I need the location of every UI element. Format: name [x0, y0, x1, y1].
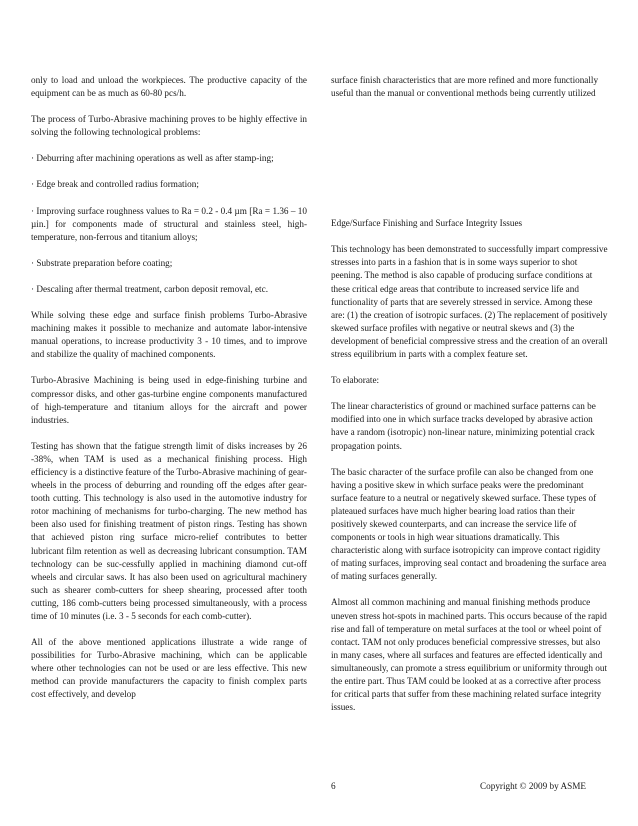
bullet-item: · Improving surface roughness values to Ra = 0.2 - 0.4 µm [Ra = 1.36 – 10 µin.] for components made of structural and stainless steel, high-temperature, non-ferrous and titanium alloys;: [31, 205, 307, 242]
paragraph: All of the above mentioned applications illustrate a wide range of possibilities for Turbo-Abrasive machining, which can be applicable where other technologies can not be used or are less effective. This new method can provide manufacturers the capacity to finish complex parts cost effectively, and develop: [31, 637, 307, 700]
section-heading: Edge/Surface Finishing and Surface Integrity Issues: [331, 218, 523, 229]
bullet-item: · Descaling after thermal treatment, carbon deposit removal, etc.: [31, 283, 268, 294]
left-column: [31, 74, 307, 715]
copyright-notice: Copyright © 2009 by ASME: [480, 781, 587, 791]
paragraph: To elaborate:: [331, 375, 380, 386]
paragraph: Testing has shown that the fatigue strength limit of disks increases by 26 -38%, when TAM is used as a mechanical finishing process. High efficiency is a distinctive feature of the Turbo-Abrasive machining of gear-wheels in the process of deburring and rounding off the edges after gear-tooth cutting. This technology is also used in the automotive industry for rotor machining of mechanisms for turbo-charging. The new method has been also used for finishing treatment of piston rings. Testing has shown that achieved piston ring surface micro-relief contributes to better lubricant film retention as well as decreasing lubricant consumption. TAM technology can be suc-cessfully applied in machining diamond cut-off wheels and circular saws. It has also been used on agricultural machinery such as shearer comb-cutters for sheep shearing, processed after tooth cutting, 186 comb-cutters being processed simultaneously, with a process time of 10 minutes (i.e. 3 - 5 seconds for each comb-cutter).: [31, 440, 307, 621]
paragraph: Almost all common machining and manual finishing methods produce uneven stress hot-spots in machined parts. This occurs because of the rapid rise and fall of temperature on metal surfaces at the tool or wheel point of contact. TAM not only produces beneficial compressive stresses, but also in many cases, where all surfaces and features are effected identically and simultaneously, can promote a stress equilibrium or uniformity through out the entire part. Thus TAM could be looked at as a corrective after process for critical parts that suffer from these machining related surface integrity issues.: [331, 597, 608, 713]
paragraph: The basic character of the surface profile can also be changed from one having a positive skew in which surface peaks were the predominant surface feature to a neutral or negatively skewed surface. These types of plateaued surfaces have much higher bearing load ratios than their positively skewed counterparts, and can increase the service life of components or tools in high wear situations dramatically. This characteristic along with surface isotropicity can improve contact rigidity of mating surfaces, improving seal contact and broadening the surface area of mating surfaces generally.: [331, 466, 607, 582]
paragraph: only to load and unload the workpieces. The productive capacity of the equipment can be as much as 60-80 pcs/h.: [31, 75, 307, 99]
paragraph: The linear characteristics of ground or machined surface patterns can be modified into one in which surface tracks developed by abrasive action have a random (isotropic) non-linear nature, minimizing potential crack propagation points.: [331, 401, 596, 451]
paragraph: Turbo-Abrasive Machining is being used in edge-finishing turbine and compressor disks, and other gas-turbine engine components manufactured of high-temperature and titanium alloys for the aircraft and power industries.: [31, 375, 307, 425]
right-column: [331, 74, 608, 727]
bullet-item: · Deburring after machining operations as well as after stamp-ing;: [31, 153, 274, 164]
bullet-item: · Substrate preparation before coating;: [31, 257, 173, 268]
bullet-item: · Edge break and controlled radius formation;: [31, 179, 199, 190]
paragraph: The process of Turbo-Abrasive machining proves to be highly effective in solving the following technological problems:: [31, 114, 307, 138]
paragraph: surface finish characteristics that are more refined and more functionally useful than the manual or conventional methods being currently utilized: [331, 75, 599, 99]
paragraph: While solving these edge and surface finish problems Turbo-Abrasive machining makes it possible to mechanize and automate labor-intensive manual operations, to increase productivity 3 - 10 times, and to improve and stabilize the quality of machined components.: [31, 310, 307, 360]
page-number: 6: [331, 781, 336, 791]
paragraph: This technology has been demonstrated to successfully impart compressive stresses into parts in a fashion that is in some ways superior to shot peening. The method is also capable of producing surface conditions at these critical edge areas that contribute to increased service life and functionality of parts that are severely stressed in service. Among these are: (1) the creation of isotropic surfaces. (2) The replacement of positively skewed surface profiles with negative or neutral skews and (3) the development of beneficial compressive stress and the creation of an overall stress equilibrium in parts with a complex feature set.: [331, 244, 608, 360]
